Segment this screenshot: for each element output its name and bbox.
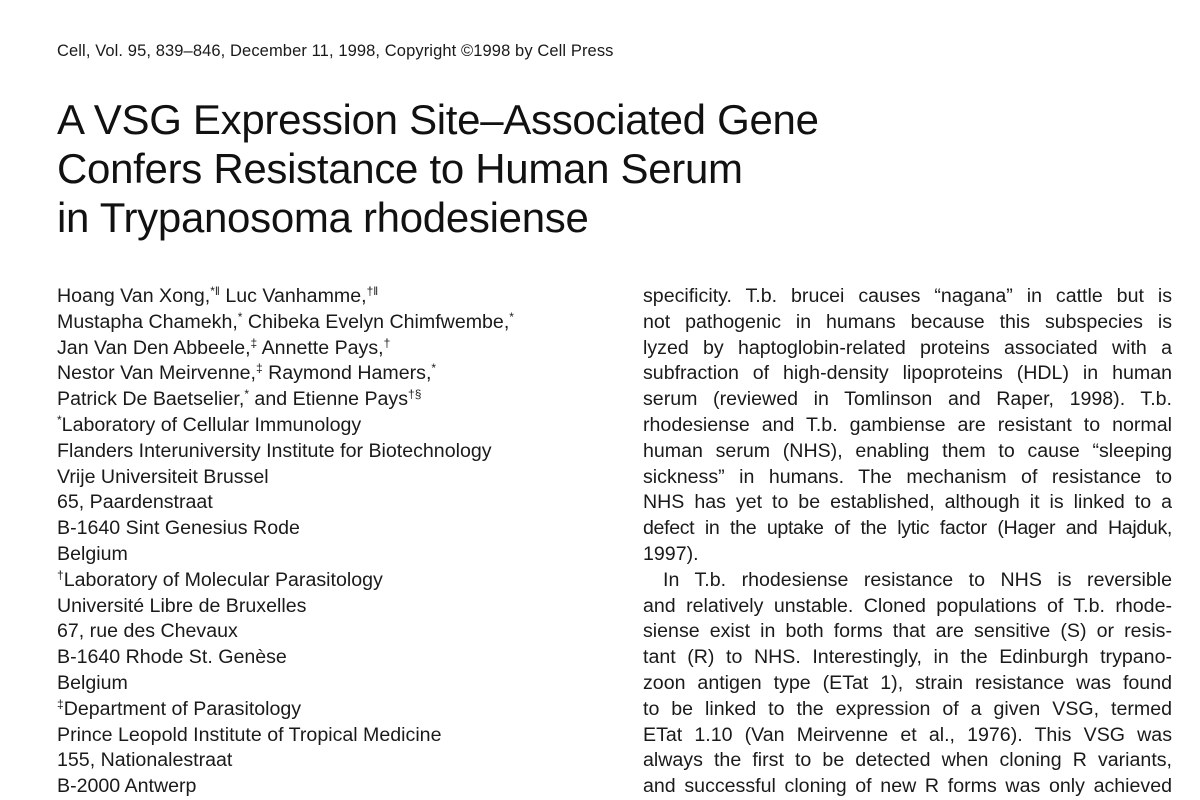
author-name: Chibeka Evelyn Chimfwembe, <box>242 310 510 333</box>
author-footnote-mark: * <box>237 309 243 324</box>
body-line: and successful cloning of new R forms was only achieved <box>643 775 1172 798</box>
author-line <box>57 336 617 362</box>
affiliation-footnote-mark: * <box>57 412 62 427</box>
title-line: in Trypanosoma rhodesiense <box>57 194 589 241</box>
author-footnote-mark: ‡ <box>255 361 263 376</box>
author-name: Hoang Van Xong, <box>57 285 211 307</box>
author-footnote-mark: † <box>383 335 391 350</box>
affiliation-line: 155, Nationalestraat <box>57 749 233 772</box>
author-name: Mustapha Chamekh, <box>57 310 238 333</box>
body-line: to be linked to the expression of a given VSG, termed <box>643 697 1172 720</box>
body-line: NHS has yet to be established, although it is linked to a <box>643 491 1172 514</box>
affiliation-line: Université Libre de Bruxelles <box>57 594 307 617</box>
affiliation-text: Laboratory of Cellular Immunology <box>61 413 362 436</box>
article-title <box>57 95 819 242</box>
affiliation-line: 67, rue des Chevaux <box>57 620 238 643</box>
title-line: A VSG Expression Site–Associated Gene <box>57 96 819 143</box>
body-line: tant (R) to NHS. Interestingly, in the Edinburgh trypano- <box>643 646 1172 669</box>
affiliation-line: Belgium <box>57 671 128 694</box>
affiliation-line: 65, Paardenstraat <box>57 491 213 514</box>
affiliation-line: B-1640 Sint Genesius Rode <box>57 517 300 540</box>
body-line: always the first to be detected when cloning R variants, <box>643 749 1172 772</box>
affiliation-line <box>57 697 617 723</box>
author-footnote-mark: * <box>509 309 514 324</box>
affiliation-footnote-mark: ‡ <box>57 696 64 711</box>
author-line <box>57 310 617 336</box>
affiliation-line: B-1640 Rhode St. Genèse <box>57 646 287 669</box>
body-line: sickness” in humans. The mechanism of resistance to <box>643 465 1172 488</box>
author-line <box>57 284 617 310</box>
author-footnote-mark: †‖ <box>366 284 379 298</box>
body-text-column <box>643 284 1172 800</box>
body-line: human serum (NHS), enabling them to cause “sleeping <box>643 439 1172 462</box>
body-line: and relatively unstable. Cloned populations of T.b. rhode- <box>643 594 1172 617</box>
author-name: and Etienne Pays <box>248 388 409 411</box>
author-footnote-mark: *‖ <box>210 284 220 298</box>
affiliation-text: Department of Parasitology <box>63 697 302 720</box>
author-name: Raymond Hamers, <box>262 362 432 385</box>
body-line: rhodesiense and T.b. gambiense are resistant to normal <box>643 413 1172 436</box>
body-line: siense exist in both forms that are sensitive (S) or resis- <box>643 620 1172 643</box>
affiliation-line <box>57 568 617 594</box>
body-line: 1997). <box>643 542 699 565</box>
author-footnote-mark: †§ <box>408 387 422 402</box>
author-footnote-mark: * <box>244 387 249 402</box>
author-line <box>57 361 617 387</box>
author-name: Annette Pays, <box>257 336 384 359</box>
affiliation-line: Belgium <box>57 542 128 565</box>
affiliation-line <box>57 413 617 439</box>
author-line <box>57 387 617 413</box>
author-footnote-mark: * <box>431 361 437 376</box>
body-line: ETat 1.10 (Van Meirvenne et al., 1976). This VSG was <box>643 723 1172 746</box>
body-line: not pathogenic in humans because this subspecies is <box>643 310 1172 333</box>
author-name: Nestor Van Meirvenne, <box>57 362 256 385</box>
body-line: In T.b. rhodesiense resistance to NHS is reversible <box>663 568 1172 591</box>
body-line: zoon antigen type (ETat 1), strain resistance was found <box>643 671 1172 694</box>
author-name: Jan Van Den Abbeele, <box>57 336 251 359</box>
affiliation-line: B-2000 Antwerp <box>57 775 197 798</box>
affiliation-line: Vrije Universiteit Brussel <box>57 465 269 488</box>
author-name: Patrick De Baetselier, <box>57 388 245 411</box>
author-name: Luc Vanhamme, <box>219 285 367 307</box>
affiliation-text: Laboratory of Molecular Parasitology <box>63 568 383 591</box>
author-footnote-mark: ‡ <box>250 335 258 350</box>
affiliation-line: Flanders Interuniversity Institute for Biotechnology <box>57 439 492 462</box>
body-line: serum (reviewed in Tomlinson and Raper, 1998). T.b. <box>643 388 1172 411</box>
journal-citation: Cell, Vol. 95, 839–846, December 11, 1998, Copyright ©1998 by Cell Press <box>57 42 614 60</box>
affiliation-footnote-mark: † <box>57 567 64 582</box>
body-line: specificity. T.b. brucei causes “nagana” in cattle but is <box>643 285 1172 307</box>
body-line: subfraction of high-density lipoproteins (HDL) in human <box>643 362 1172 385</box>
body-line: lyzed by haptoglobin-related proteins associated with a <box>643 336 1172 359</box>
author-affiliation-block <box>57 284 617 800</box>
title-line: Confers Resistance to Human Serum <box>57 145 743 192</box>
affiliation-line: Prince Leopold Institute of Tropical Medicine <box>57 723 442 746</box>
body-line: defect in the uptake of the lytic factor (Hager and Hajduk, <box>643 517 1172 540</box>
